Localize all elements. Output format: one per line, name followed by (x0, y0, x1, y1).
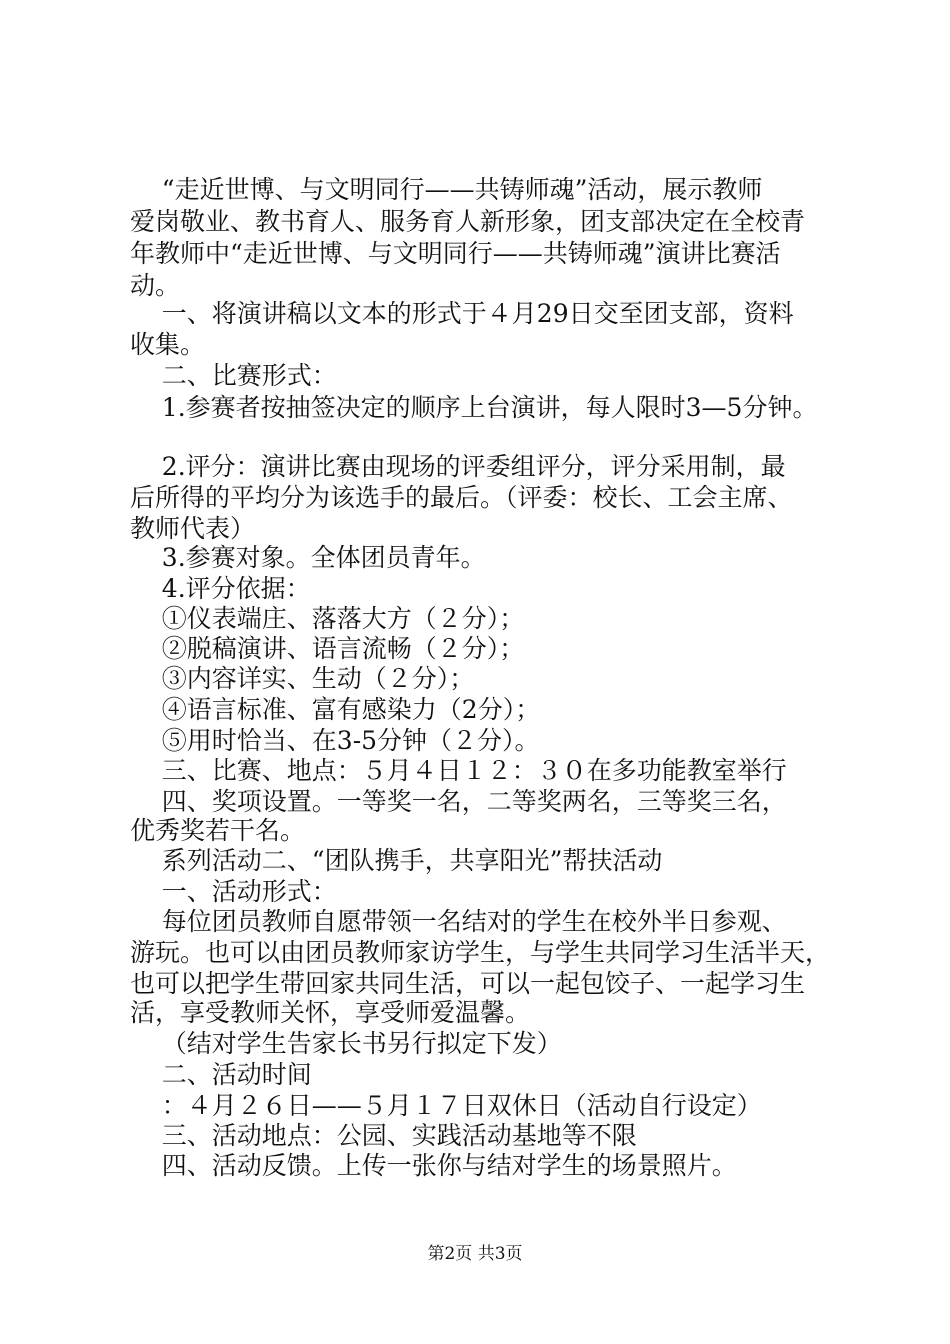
text-line: 四、活动反馈。上传一张你与结对学生的场景照片。 (130, 1151, 737, 1180)
text-line: 一、将演讲稿以文本的形式于４月29日交至团支部，资料 (130, 299, 794, 328)
text-line: 四、奖项设置。一等奖一名，二等奖两名，三等奖三名， (130, 787, 787, 816)
text-line: 系列活动二、“团队携手，共享阳光”帮扶活动 (130, 846, 663, 875)
text-line: 收集。 (130, 330, 206, 359)
text-line: 年教师中“走近世博、与文明同行——共铸师魂”演讲比赛活 (130, 239, 781, 268)
text-line: 也可以把学生带回家共同生活，可以一起包饺子、一起学习生 (130, 969, 806, 998)
text-line: ①仪表端庄、落落大方（２分）； (130, 604, 525, 633)
text-line: ：４月２６日——５月１７日双休日（活动自行设定） (130, 1091, 762, 1120)
text-line: 每位团员教师自愿带领一名结对的学生在校外半日参观、 (130, 907, 787, 936)
text-line: ②脱稿演讲、语言流畅（２分）； (130, 634, 525, 663)
text-line: 一、活动形式： (130, 877, 337, 906)
text-line: 后所得的平均分为该选手的最后。（评委：校长、工会主席、 (130, 483, 793, 512)
text-line: 二、比赛形式： (130, 361, 337, 390)
text-line: 活，享受教师关怀，享受师爱温馨。 (130, 998, 531, 1027)
text-line: 1.参赛者按抽签决定的顺序上台演讲，每人限时3—5分钟。 (130, 393, 818, 422)
text-line: 爱岗敬业、教书育人、服务育人新形象，团支部决定在全校青 (130, 207, 806, 236)
text-line: 2.评分：演讲比赛由现场的评委组评分，评分采用制，最 (130, 452, 786, 481)
text-line: ③内容详实、生动（２分）； (130, 664, 475, 693)
text-line: 教师代表） (130, 514, 256, 543)
text-line: 三、活动地点：公园、实践活动基地等不限 (130, 1121, 637, 1150)
text-line: ⑤用时恰当、在3-5分钟（２分）。 (130, 726, 540, 755)
text-line: 4.评分依据： (130, 574, 311, 603)
text-line: 游玩。也可以由团员教师家访学生，与学生共同学习生活半天， (130, 938, 831, 967)
text-line: 二、活动时间 (130, 1060, 312, 1089)
text-line: ④语言标准、富有感染力（2分）； (130, 695, 541, 724)
page-number-footer: 第2页 共3页 (427, 1244, 523, 1264)
text-line: 3.参赛对象。全体团员青年。 (130, 543, 486, 572)
text-line: “走近世博、与文明同行——共铸师魂”活动，展示教师 (130, 175, 763, 204)
text-line: （结对学生告家长书另行拟定下发） (130, 1029, 562, 1058)
text-line: 三、比赛、地点：５月４日１２：３０在多功能教室举行 (130, 756, 787, 785)
text-line: 优秀奖若干名。 (130, 816, 306, 845)
text-line: 动。 (130, 271, 181, 300)
